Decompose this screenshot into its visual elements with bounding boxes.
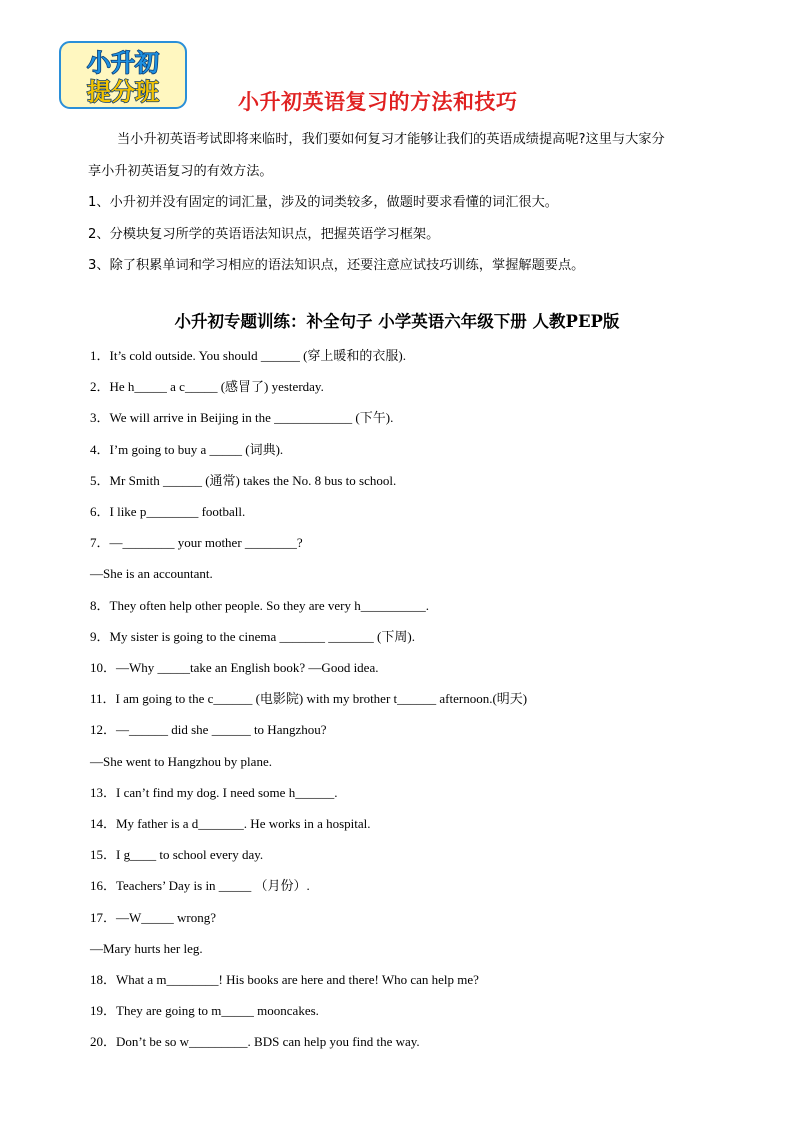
question-line: 15．I g____ to school every day. <box>90 847 264 863</box>
intro-paragraph-line2: 享小升初英语复习的有效方法。 <box>88 163 273 179</box>
question-line: 17．—W_____ wrong? <box>90 909 217 925</box>
question-line: 20．Don’t be so w_________. BDS can help you find the way. <box>90 1034 420 1050</box>
intro-tip-1: 1、小升初并没有固定的词汇量，涉及的词类较多，做题时要求看懂的词汇很大。 <box>88 195 558 210</box>
intro-section <box>88 124 728 282</box>
logo-badge-icon <box>58 40 188 110</box>
intro-paragraph-line1: 当小升初英语考试即将来临时，我们要如何复习才能够让我们的英语成绩提高呢?这里与大家分 <box>117 132 665 147</box>
question-line: 4．I’m going to buy a _____ (词典). <box>90 441 284 457</box>
section-title: 小升初专题训练：补全句子 小学英语六年级下册 人教PEP版 <box>174 312 620 331</box>
question-line: 8．They often help other people. So they are very h__________. <box>90 597 429 613</box>
question-line: 13．I can’t find my dog. I need some h______. <box>90 784 338 800</box>
logo-line2: 提分班 <box>87 78 159 106</box>
answer-line: —She is an accountant. <box>90 566 213 582</box>
question-line: 12．—______ did she ______ to Hangzhou? <box>90 722 327 738</box>
intro-tip-3: 3、除了积累单词和学习相应的语法知识点，还要注意应试技巧训练，掌握解题要点。 <box>88 258 585 273</box>
logo <box>58 40 188 110</box>
answer-line: —She went to Hangzhou by plane. <box>90 753 272 769</box>
question-line: 11．I am going to the c______ (电影院) with my brother t______ afternoon.(明天) <box>90 691 528 707</box>
question-line: 2．He h_____ a c_____ (感冒了) yesterday. <box>90 379 324 395</box>
logo-line1: 小升初 <box>87 49 159 77</box>
intro-tip-2: 2、分模块复习所学的英语语法知识点，把握英语学习框架。 <box>88 226 440 242</box>
question-line: 1．It’s cold outside. You should ______ (穿上暖和的衣服). <box>90 348 406 363</box>
question-line: 14．My father is a d_______. He works in a hospital. <box>90 816 371 832</box>
question-line: 10．—Why _____take an English book? —Good idea. <box>90 660 379 676</box>
question-line: 18．What a m________! His books are here and there! Who can help me? <box>90 972 479 988</box>
question-line: 9．My sister is going to the cinema _______ _______ (下周). <box>90 628 415 644</box>
question-line: 3．We will arrive in Beijing in the ____________ (下午). <box>90 410 394 426</box>
question-line: 19．They are going to m_____ mooncakes. <box>90 1003 319 1019</box>
question-line: 5．Mr Smith ______ (通常) takes the No. 8 bus to school. <box>90 472 397 488</box>
question-line: 16．Teachers’ Day is in _____ （月份）. <box>90 878 310 894</box>
answer-line: —Mary hurts her leg. <box>90 940 203 956</box>
page-title: 小升初英语复习的方法和技巧 <box>238 90 518 114</box>
question-list <box>90 340 750 1058</box>
question-line: 6．I like p________ football. <box>90 504 246 520</box>
question-line: 7．—________ your mother ________? <box>90 535 303 551</box>
